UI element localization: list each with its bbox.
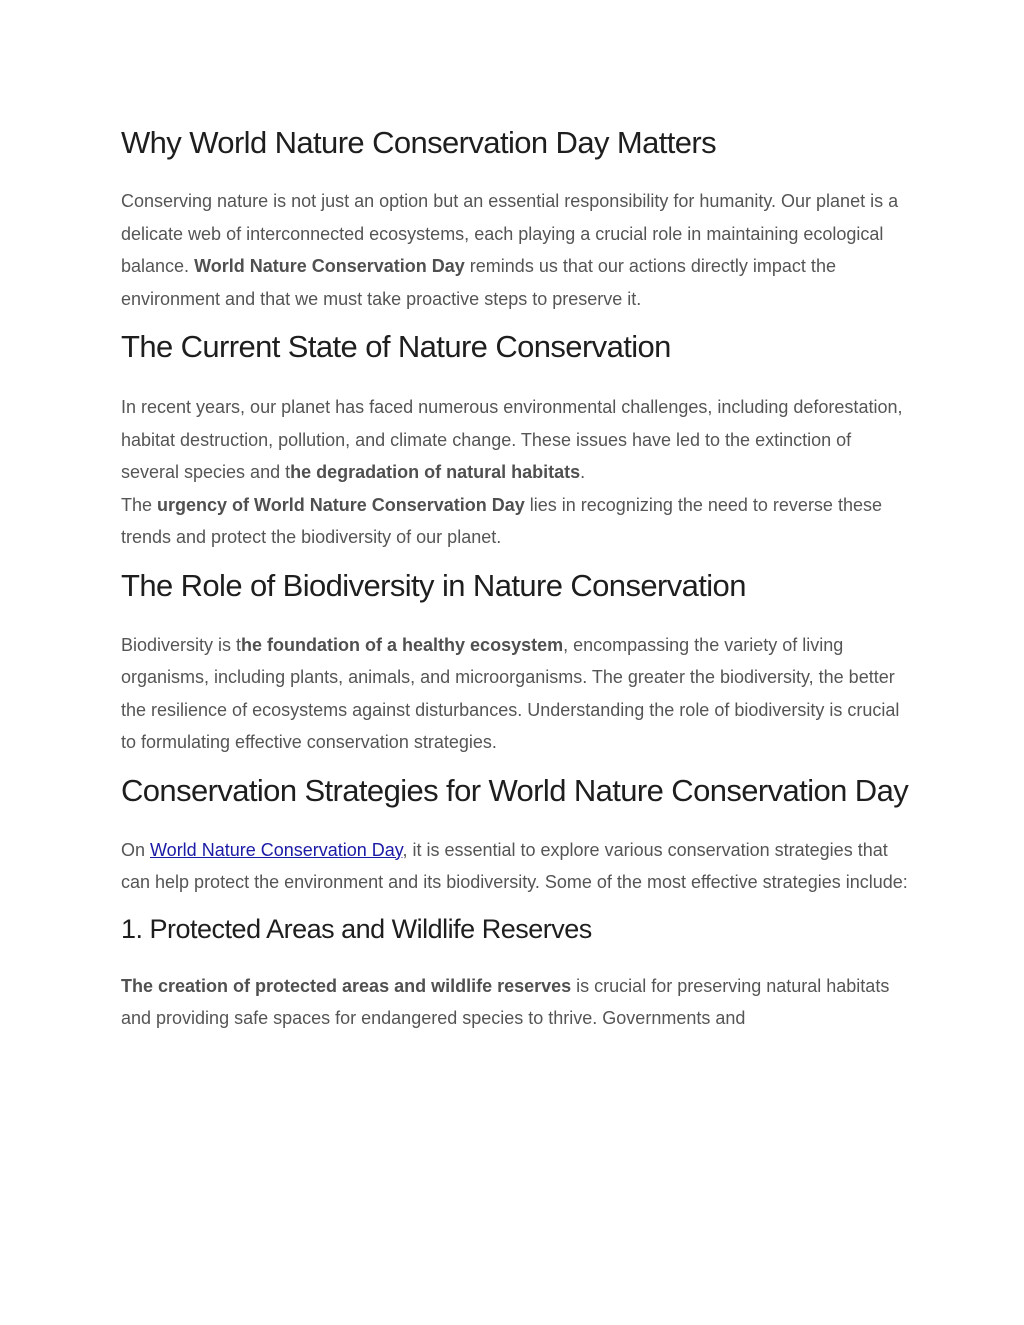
paragraph-role-of-biodiversity — [121, 629, 911, 759]
bold-run: urgency of World Nature Conservation Day — [157, 494, 525, 515]
section-heading-current-state: The Current State of Nature Conservation — [121, 329, 671, 364]
text-run: . — [580, 462, 586, 482]
bold-run: The creation of protected areas and wildlife reserves — [121, 975, 572, 996]
document-page — [121, 115, 911, 1035]
text-run: Biodiversity is t — [121, 634, 242, 655]
text-run: , encompassing the variety of living organisms, including plants, animals, and microorganisms. The greater the biodiversity, the better the resilience of ecosystems against disturbances. Understanding the role of biodiversity is crucial to formulating effective conservation strategies. — [121, 634, 900, 752]
paragraph-current-state — [121, 391, 911, 554]
section-heading-conservation-strategies: Conservation Strategies for World Nature Conservation Day — [121, 772, 909, 808]
bold-run: World Nature Conservation Day — [194, 256, 465, 276]
text-run: reminds us that our actions directly impact the environment and that we must take proactive steps to preserve it. — [121, 256, 836, 309]
text-run: The — [121, 494, 158, 515]
text-run: , it is essential to explore various conservation strategies that can help protect the environment and its biodiversity. Some of the most effective strategies include: — [121, 839, 908, 892]
section-heading-why-it-matters: Why World Nature Conservation Day Matters — [121, 125, 717, 160]
text-run: Conserving nature is not just an option but an essential responsibility for humanity. Our planet is a delicate web of interconnected ecosystems, each playing a crucial role in maintaining ecological balance. — [121, 191, 899, 276]
text-run: lies in recognizing the need to reverse these trends and protect the biodiversity of our planet. — [121, 494, 882, 547]
text-run: On — [121, 839, 151, 860]
world-nature-conservation-day-link[interactable]: World Nature Conservation Day — [150, 839, 403, 860]
paragraph-protected-areas — [121, 970, 911, 1035]
bold-run: he foundation of a healthy ecosystem — [241, 634, 564, 655]
section-heading-role-of-biodiversity: The Role of Biodiversity in Nature Conservation — [121, 567, 746, 603]
paragraph-conservation-strategies — [121, 834, 911, 899]
text-run: is crucial for preserving natural habitats and providing safe spaces for endangered species to thrive. Governments and — [121, 975, 890, 1028]
text-run: In recent years, our planet has faced numerous environmental challenges, including deforestation, habitat destruction, pollution, and climate change. These issues have led to the extinction of several species and t — [121, 397, 903, 482]
bold-run: he degradation of natural habitats — [290, 462, 581, 482]
paragraph-why-it-matters — [121, 185, 911, 315]
subheading-protected-areas: 1. Protected Areas and Wildlife Reserves — [121, 913, 592, 944]
